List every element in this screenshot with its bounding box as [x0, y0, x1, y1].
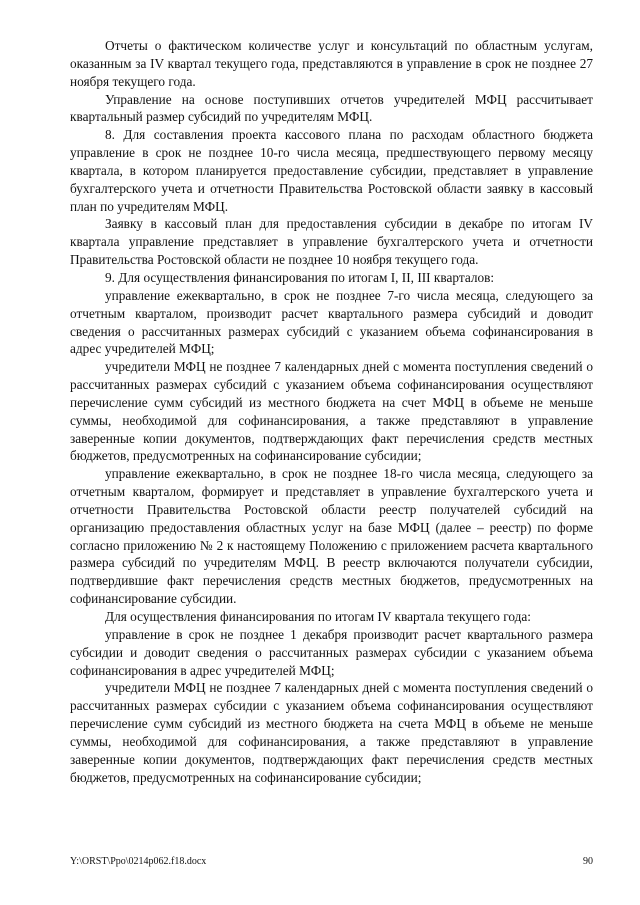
paragraph-reports-iv-quarter: Отчеты о фактическом количестве услуг и консультаций по областным услугам, оказанным за IV квартал текущего года, представляются в управление в срок не позднее 27 ноября текущего года. — [70, 38, 593, 89]
paragraph-iv-quarter-financing: Для осуществления финансирования по итогам IV квартала текущего года: — [105, 609, 531, 624]
paragraph-quarterly-subsidy-calc: Управление на основе поступивших отчетов учредителей МФЦ рассчитывает квартальный размер субсидий по учредителям МФЦ. — [70, 91, 593, 125]
footer-file-path: Y:\ORST\Ppo\0214p062.f18.docx — [70, 856, 207, 867]
paragraph-december-calculation: управление в срок не позднее 1 декабря производит расчет квартального размера субсидии и доводит сведения о рассчитанных размерах субсидии с указанием объема софинансирования в адрес учредителей МФЦ; — [70, 626, 593, 678]
paragraph-item-8: 8. Для составления проекта кассового плана по расходам областного бюджета управление в срок не позднее 10-го числа месяца, предшествующего первому месяцу квартала, в котором планируется предоставление субсидии, представляет в управление бухгалтерского учета и отчетности Правительства Ростовской области заявку в кассовый план по учредителям МФЦ. — [70, 127, 593, 214]
paragraph-founders-transfer-iv: учредители МФЦ не позднее 7 календарных дней с момента поступления сведений о рассчитанных размерах субсидии с указанием объема софинансирования осуществляют перечисление сумм субсидий из местного бюджета на счета МФЦ в объеме не меньше суммы, необходимой для софинансирования, а также представляют в управление заверенные копии документов, подтверждающих факт перечисления средств местных бюджетов, предусмотренных на софинансирование субсидии; — [70, 680, 593, 785]
document-body — [70, 37, 593, 786]
paragraph-december-request: Заявку в кассовый план для предоставления субсидии в декабре по итогам IV квартала управление представляет в управление бухгалтерского учета и отчетности Правительства Ростовской области не позднее 10 ноября текущего года. — [70, 216, 593, 268]
paragraph-registry: управление ежеквартально, в срок не позднее 18-го числа месяца, следующего за отчетным кварталом, формирует и представляет в управление бухгалтерского учета и отчетности Правительства Ростовской области реестр получателей субсидий на организацию предоставления областных услуг на базе МФЦ (далее – реестр) по форме согласно приложению № 2 к настоящему Положению с приложением расчета квартального размера субсидий по учредителям МФЦ. В реестр включаются получатели субсидии, подтвердившие факт перечисления средств местных бюджетов, предусмотренных на софинансирование субсидии. — [70, 466, 593, 607]
paragraph-quarterly-calculation: управление ежеквартально, в срок не позднее 7-го числа месяца, следующего за отчетным кварталом, производит расчет квартального размера субсидий и доводит сведения о рассчитанных размерах субсидий с указанием объема софинансирования в адрес учредителей МФЦ; — [70, 287, 593, 357]
paragraph-item-9: 9. Для осуществления финансирования по итогам I, II, III кварталов: — [105, 269, 495, 285]
page-number: 90 — [583, 856, 593, 867]
paragraph-founders-transfer: учредители МФЦ не позднее 7 календарных дней с момента поступления сведений о рассчитанных размерах субсидий с указанием объема софинансирования осуществляют перечисление сумм субсидий из местного бюджета на счет МФЦ в объеме не меньше суммы, необходимой для софинансирования, а также представляют в управление заверенные копии документов, подтверждающих факт перечисления средств местных бюджетов, предусмотренных на софинансирование субсидии; — [70, 359, 593, 464]
